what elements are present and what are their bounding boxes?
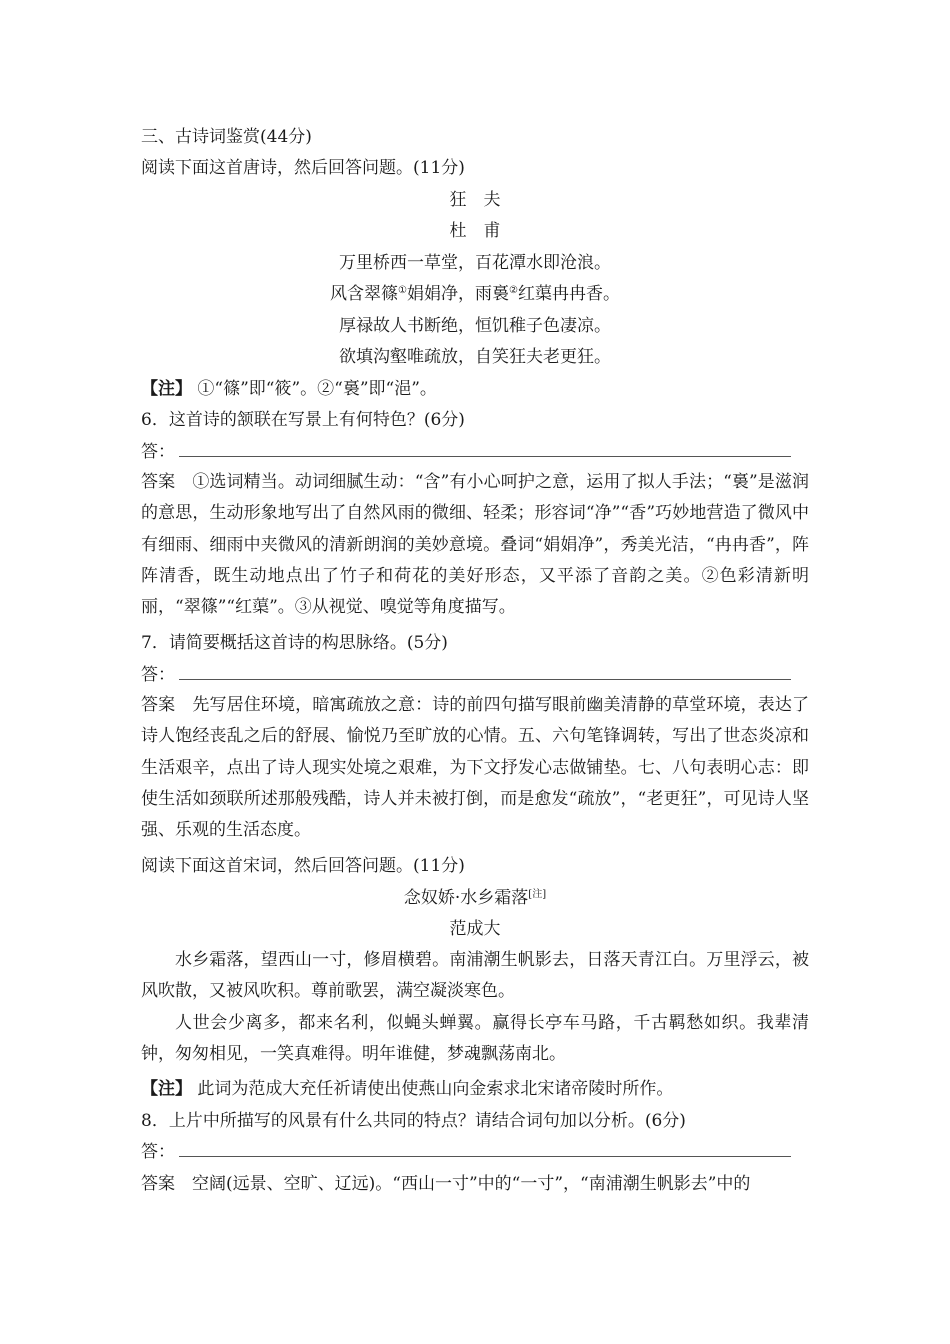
poem1-title: 狂 夫 [449,190,501,210]
footnote-marker: ② [509,285,518,296]
question-6: 6．这首诗的颔联在写景上有何特色？(6分) [141,410,465,430]
answer-7: 答案 先写居住环境，暗寓疏放之意：诗的前四句描写眼前幽美清静的草堂环境，表达了诗人饱经丧乱之后的舒展、愉悦乃至旷放的心情。五、六句笔锋调转，写出了世态炎凉和生活艰辛，点出了诗人现实处境之艰难，为下文抒发心志做铺垫。七、八句表明心志：即使生活如颈联所述那般残酷，诗人并未被打倒，而是愈发“疏放”，“老更狂”，可见诗人坚强、乐观的生活态度。 [141,695,809,840]
poem1-note: 【注】 ①“篠”即“筱”。②“裛”即“浥”。 [141,379,437,399]
note-tag: 【注】 [141,1079,192,1099]
poem2-author: 范成大 [449,919,501,939]
answer-blank [179,442,791,457]
answer-6: 答案 ①选词精当。动词细腻生动：“含”有小心呵护之意，运用了拟人手法；“裛”是滋润的意思，生动形象地写出了自然风雨的微细、轻柔；形容词“净”“香”巧妙地营造了微风中有细雨、细雨中夹微风的清新朗润的美妙意境。叠词“娟娟净”，秀美光洁，“冉冉香”，阵阵清香，既生动地点出了竹子和荷花的美好形态，又平添了音韵之美。②色彩清新明丽，“翠篠”“红蕖”。③从视觉、嗅觉等角度描写。 [141,472,809,617]
note-tag: 【注】 [141,379,192,399]
answer-line-7: 答： [141,665,791,685]
poem2-title: 念奴娇·水乡霜落[注] [403,888,547,908]
poem2-stanza-2: 人世会少离多，都来名利，似蝇头蝉翼。赢得长亭车马路，千古羁愁如织。我辈清钟，匆匆相见，一笑真难得。明年谁健，梦魂飘荡南北。 [141,1013,809,1065]
answer-blank [179,665,791,680]
poem1-intro: 阅读下面这首唐诗，然后回答问题。(11分) [141,158,465,178]
answer-8: 答案 空阔(远景、空旷、辽远)。“西山一寸”中的“一寸”，“南浦潮生帆影去”中的 [141,1174,751,1194]
question-8: 8．上片中所描写的风景有什么共同的特点？请结合词句加以分析。(6分) [141,1111,686,1131]
footnote-marker: [注] [528,889,547,900]
answer-line-8: 答： [141,1142,791,1162]
poem1-line-2: 风含翠篠①娟娟净，雨裛②红蕖冉冉香。 [330,284,620,304]
section-title: 三、古诗词鉴赏(44分) [141,127,312,147]
poem2-intro: 阅读下面这首宋词，然后回答问题。(11分) [141,856,465,876]
poem1-line-3: 厚禄故人书断绝，恒饥稚子色凄凉。 [339,316,611,336]
poem1-author: 杜 甫 [449,221,501,241]
answer-line-6: 答： [141,442,791,462]
poem2-stanza-1: 水乡霜落，望西山一寸，修眉横碧。南浦潮生帆影去，日落天青江白。万里浮云，被风吹散，又被风吹积。尊前歌罢，满空凝淡寒色。 [141,950,809,1002]
poem2-note: 【注】 此词为范成大充任祈请使出使燕山向金索求北宋诸帝陵时所作。 [141,1079,674,1099]
poem1-line-4: 欲填沟壑唯疏放，自笑狂夫老更狂。 [339,347,611,367]
question-7: 7．请简要概括这首诗的构思脉络。(5分) [141,633,448,653]
poem1-line-1: 万里桥西一草堂，百花潭水即沧浪。 [339,253,611,273]
answer-blank [179,1142,791,1157]
footnote-marker: ① [398,285,407,296]
